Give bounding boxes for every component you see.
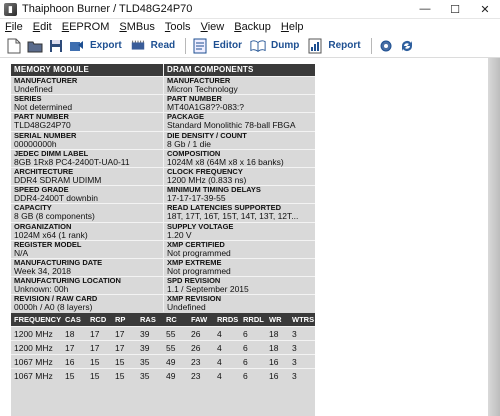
table-cell: 16 [269,356,279,367]
read-button[interactable]: Read [130,38,175,54]
column-header: RP [115,315,126,325]
table-cell: 6 [243,328,248,339]
table-cell: 6 [243,370,248,381]
window-controls [410,0,500,19]
table-cell: 23 [191,370,201,381]
table-cell: 26 [191,342,201,353]
table-cell: 4 [217,342,222,353]
title-bar [0,0,500,19]
menu-help[interactable]: Help [280,20,304,33]
dump-button[interactable]: Dump [250,38,299,54]
table-cell: 15 [90,370,100,381]
field-mm-manufacturer: MANUFACTURER Undefined [11,76,163,94]
column-header: WTRS [292,315,315,325]
table-row [11,340,315,354]
field-mm-speed-grade: SPEED GRADE DDR4-2400T downbin [11,185,163,203]
table-cell: 6 [243,342,248,353]
field-mm-manufacturing-location: MANUFACTURING LOCATION Unknown: 00h [11,276,163,294]
table-cell: 18 [269,328,279,339]
info-grid [11,64,315,312]
new-file-icon[interactable] [6,38,22,54]
table-cell: 4 [217,370,222,381]
field-dram-supply-voltage: SUPPLY VOLTAGE 1.20 V [164,222,315,240]
app-logo-icon: ▮ [4,3,17,16]
table-cell: 49 [166,370,176,381]
maximize-button[interactable]: ☐ [450,3,460,16]
table-cell: 15 [115,370,125,381]
dump-book-icon [250,38,266,54]
table-cell: 4 [217,328,222,339]
field-dram-xmp-extreme: XMP EXTREME Not programmed [164,258,315,276]
field-mm-capacity: CAPACITY 8 GB (8 components) [11,203,163,221]
memory-module-header: MEMORY MODULE [11,64,163,76]
minimize-button[interactable]: — [419,3,431,15]
save-icon[interactable] [48,38,64,54]
field-dram-part-number: PART NUMBER MT40A1G8??-083:? [164,94,315,112]
field-mm-revision-raw-card: REVISION / RAW CARD 0000h / A0 (8 layers) [11,294,163,312]
table-cell: 17 [115,342,125,353]
table-cell: 39 [140,328,150,339]
column-header: RC [166,315,177,325]
frequency-table-header [11,313,315,326]
field-mm-jedec-label: JEDEC DIMM LABEL 8GB 1Rx8 PC4-2400T-UA0-11 [11,149,163,167]
column-header: CAS [65,315,81,325]
menu-edit[interactable]: Edit [32,20,52,33]
table-cell: 3 [292,342,297,353]
column-header: FAW [191,315,208,325]
field-dram-manufacturer: MANUFACTURER Micron Technology [164,76,315,94]
window-background [488,58,500,416]
table-cell: 15 [90,356,100,367]
editor-icon [192,38,208,54]
menu-tools[interactable]: Tools [164,20,191,33]
table-cell: 23 [191,356,201,367]
toolbar [0,34,500,58]
menu-view[interactable]: View [200,20,225,33]
column-header: RCD [90,315,107,325]
field-mm-register-model: REGISTER MODEL N/A [11,240,163,258]
field-dram-clock-frequency: CLOCK FREQUENCY 1200 MHz (0.833 ns) [164,167,315,185]
table-cell: 26 [191,328,201,339]
table-cell: 4 [217,356,222,367]
field-mm-organization: ORGANIZATION 1024M x64 (1 rank) [11,222,163,240]
refresh-icon[interactable] [399,38,415,54]
field-dram-spd-revision: SPD REVISION 1.1 / September 2015 [164,276,315,294]
table-cell: 55 [166,328,176,339]
table-cell: 16 [65,356,75,367]
table-cell: 1067 MHz [14,370,53,381]
table-cell: 16 [269,370,279,381]
table-cell: 17 [65,342,75,353]
toolbar-separator [371,38,372,54]
table-row [11,368,315,382]
window-title: Thaiphoon Burner / TLD48G24P70 [22,3,193,15]
field-dram-xmp-certified: XMP CERTIFIED Not programmed [164,240,315,258]
column-header: WR [269,315,282,325]
spd-info-panel [11,64,315,416]
table-cell: 1200 MHz [14,328,53,339]
table-cell: 3 [292,328,297,339]
table-cell: 35 [140,370,150,381]
table-cell: 18 [269,342,279,353]
field-dram-composition: COMPOSITION 1024M x8 (64M x8 x 16 banks) [164,149,315,167]
table-cell: 15 [115,356,125,367]
table-cell: 18 [65,328,75,339]
column-header: RAS [140,315,156,325]
export-button[interactable]: Export [69,38,122,54]
table-cell: 55 [166,342,176,353]
editor-button[interactable]: Editor [192,38,242,54]
report-icon [307,38,323,54]
read-chip-icon [130,38,146,54]
close-button[interactable]: ✕ [480,3,490,16]
field-mm-serial-number: SERIAL NUMBER 00000000h [11,131,163,149]
toolbar-separator [185,38,186,54]
memory-module-column [11,64,163,312]
field-dram-die-density: DIE DENSITY / COUNT 8 Gb / 1 die [164,131,315,149]
dram-components-header: DRAM COMPONENTS [164,64,315,76]
field-dram-read-latencies: READ LATENCIES SUPPORTED 18T, 17T, 16T, 15T, 14T, 13T, 12T... [164,203,315,221]
table-row [11,326,315,340]
table-cell: 35 [140,356,150,367]
table-cell: 39 [140,342,150,353]
table-cell: 1200 MHz [14,342,53,353]
field-mm-part-number: PART NUMBER TLD48G24P70 [11,112,163,130]
table-cell: 6 [243,356,248,367]
dram-components-column [163,64,315,312]
settings-gear-icon[interactable] [378,38,394,54]
field-dram-minimum-timing: MINIMUM TIMING DELAYS 17-17-17-39-55 [164,185,315,203]
table-cell: 15 [65,370,75,381]
field-mm-manufacturing-date: MANUFACTURING DATE Week 34, 2018 [11,258,163,276]
export-icon [69,38,85,54]
table-row [11,354,315,368]
column-header: RRDL [243,315,264,325]
menu-bar [0,19,500,34]
field-dram-package: PACKAGE Standard Monolithic 78-ball FBGA [164,112,315,130]
open-folder-icon[interactable] [27,38,43,54]
field-dram-xmp-revision: XMP REVISION Undefined [164,294,315,312]
table-cell: 3 [292,370,297,381]
menu-eeprom[interactable]: EEPROM [61,20,110,33]
column-header: FREQUENCY [14,315,62,325]
report-button[interactable]: Report [307,38,360,54]
menu-smbus[interactable]: SMBus [119,20,155,33]
table-cell: 17 [115,328,125,339]
menu-file[interactable]: File [5,20,23,33]
field-mm-series: SERIES Not determined [11,94,163,112]
table-cell: 17 [90,342,100,353]
table-cell: 17 [90,328,100,339]
table-cell: 3 [292,356,297,367]
table-cell: 1067 MHz [14,356,53,367]
table-cell: 49 [166,356,176,367]
column-header: RRDS [217,315,239,325]
menu-backup[interactable]: Backup [234,20,271,33]
field-mm-architecture: ARCHITECTURE DDR4 SDRAM UDIMM [11,167,163,185]
